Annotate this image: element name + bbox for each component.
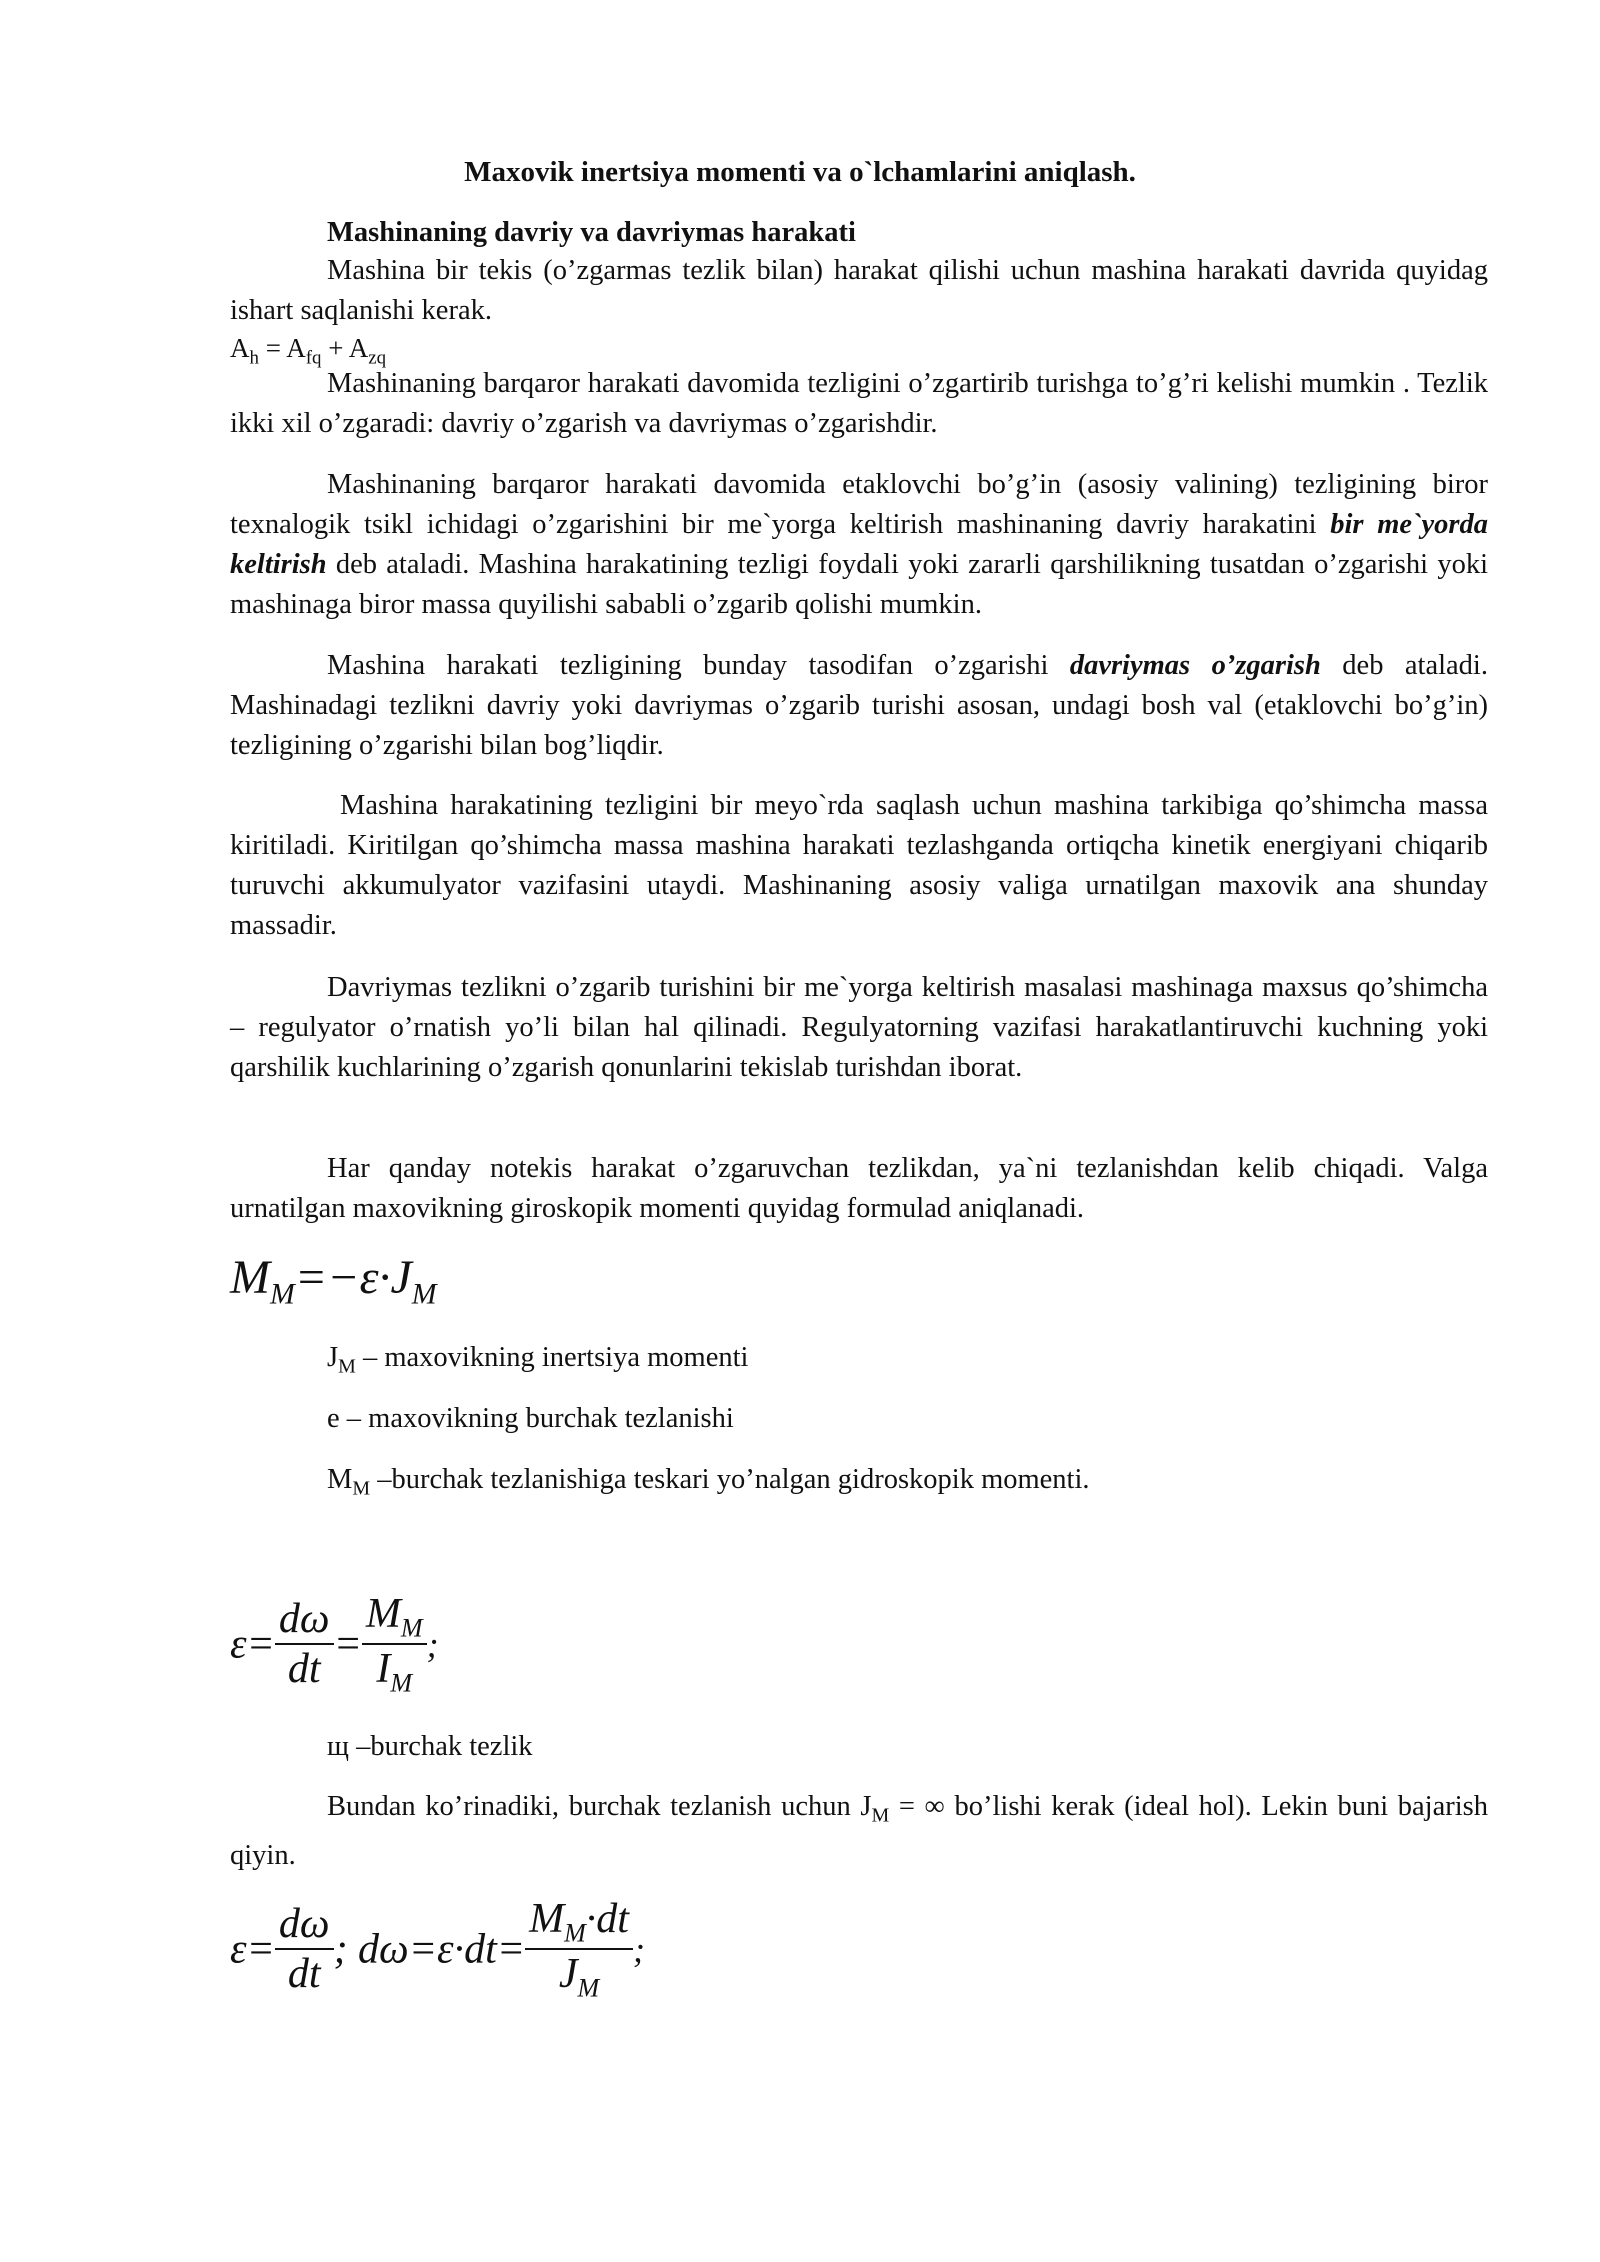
formula3-num2-m: M — [529, 1896, 565, 1942]
section-heading-block — [230, 213, 1488, 253]
formula2-fraction-1 — [275, 1595, 334, 1694]
formula1-j-sub: M — [411, 1277, 437, 1311]
formula3-den2 — [525, 1950, 633, 2003]
definition-mm-text: –burchak tezlanishiga teskari yo’nalgan gidroskopik momenti. — [370, 1464, 1090, 1495]
definition-omega — [327, 1727, 533, 1767]
eq-sub-h: h — [249, 347, 259, 369]
formula2-num2-m: M — [365, 1591, 401, 1637]
formula1-m-sub: M — [269, 1277, 295, 1311]
formula2-eq: = — [333, 1621, 362, 1668]
document-title: Maxovik inertsiya momenti va o`lchamlarini aniqlash. — [464, 156, 1136, 188]
definition-jm-sub: M — [338, 1355, 356, 1378]
eq-equals: = A — [258, 333, 306, 363]
definition-jm — [327, 1338, 748, 1387]
formula2-den2-sub: M — [390, 1668, 413, 1698]
formula3-fraction-1 — [275, 1900, 334, 1999]
formula3-den1: dt — [287, 1951, 321, 1998]
paragraph-8-part-a: Bundan ko’rinadiki, burchak tezlanish uchun J — [327, 1791, 872, 1822]
paragraph-1-text: Mashina bir tekis (o’zgarmas tezlik bilan) harakat qilishi uchun mashina harakati davrida quyidag ishart saqlanishi kerak. — [230, 255, 1488, 326]
formula1-rhs: =−ε·J — [294, 1251, 412, 1304]
paragraph-4 — [230, 646, 1488, 766]
formula2-num1: dω — [275, 1595, 334, 1645]
definition-jm-symbol: J — [327, 1342, 339, 1373]
formula3-num2-sub: M — [564, 1918, 586, 1948]
paragraph-3-part-b: deb ataladi. Mashina harakatining tezligi foydali yoki zararli qarshilikning tusatdan o’zgarishi yoki mashinaga biror massa quyilishi sababli o’zgarib qolishi mumkin. — [230, 549, 1488, 620]
formula3-fraction-2 — [525, 1895, 633, 2004]
definition-omega-text: щ –burchak tezlik — [327, 1731, 533, 1762]
paragraph-5-text: Mashina harakatining tezligini bir meyo`rda saqlash uchun mashina tarkibiga qo’shimcha massa kiritiladi. Kiritilgan qo’shimcha massa mashina harakati tezlashganda ortiqcha kinetik energiyani chiqarib turuvchi akkumulyator vazifasini utaydi. Mashinaning asosiy valiga urnatilgan maxovik ana shunday massadir. — [230, 790, 1488, 941]
formula-angular-acceleration — [230, 1590, 439, 1699]
formula2-den1: dt — [287, 1646, 321, 1693]
paragraph-2 — [230, 364, 1488, 444]
formula3-tail: ; — [632, 1929, 645, 1970]
formula-angular-velocity-differential — [230, 1895, 645, 2004]
eq-plus: + A — [321, 333, 369, 363]
formula3-mid: ; dω=ε·dt= — [333, 1926, 526, 1973]
paragraph-4-emphasis: davriymas o’zgarish — [1069, 650, 1321, 681]
section-heading: Mashinaning davriy va davriymas harakati — [327, 217, 856, 248]
definition-mm-symbol: M — [327, 1464, 353, 1495]
paragraph-1 — [230, 251, 1488, 331]
formula2-den2 — [362, 1645, 427, 1698]
paragraph-3-text — [230, 465, 1488, 625]
definition-jm-text: – maxovikning inertsiya momenti — [355, 1342, 749, 1373]
formula3-num2 — [525, 1895, 633, 1950]
formula2-num2 — [362, 1590, 427, 1645]
paragraph-6 — [230, 968, 1488, 1088]
paragraph-6-text: Davriymas tezlikni o’zgarib turishini bir me`yorga keltirish masalasi mashinaga maxsus qo’shimcha – regulyator o’rnatish yo’li bilan hal qilinadi. Regulyatorning vazifasi harakatlantiruvchi kuchning yoki qarshilik kuchlarining o’zgarish qonunlarini tekislab turishdan iborat. — [230, 972, 1488, 1083]
paragraph-3 — [230, 465, 1488, 625]
formula3-lhs: ε= — [230, 1926, 275, 1973]
formula3-num2-tail: ·dt — [585, 1896, 629, 1942]
formula3-num1: dω — [275, 1900, 334, 1950]
paragraph-8-sub: M — [871, 1804, 890, 1827]
paragraph-2-text: Mashinaning barqaror harakati davomida tezligini o’zgartirib turishga to’g’ri kelishi mumkin . Tezlik ikki xil o’zgaradi: davriy o’zgarish va davriymas o’zgarishdir. — [230, 368, 1488, 439]
paragraph-7 — [230, 1149, 1488, 1229]
eq-a: A — [230, 333, 250, 363]
formula2-fraction-2 — [362, 1590, 427, 1699]
formula-gyroscopic-moment — [230, 1248, 437, 1325]
definition-e-text: e – maxovikning burchak tezlanishi — [327, 1403, 734, 1434]
paragraph-8 — [230, 1787, 1488, 1876]
formula2-den2-i: I — [376, 1646, 391, 1693]
eq-sub-zq: zq — [368, 347, 387, 369]
formula2-num2-sub: M — [400, 1613, 423, 1643]
formula3-den2-sub: M — [577, 1973, 600, 2003]
paragraph-4-text — [230, 646, 1488, 766]
definition-mm-sub: M — [352, 1477, 371, 1500]
formula2-lhs: ε= — [230, 1621, 275, 1668]
definition-mm — [327, 1460, 1090, 1509]
definition-e — [327, 1399, 734, 1439]
formula1-m: M — [230, 1251, 270, 1304]
eq-sub-fq: fq — [305, 347, 322, 369]
paragraph-4-part-b: deb ataladi. Mashinadagi tezlikni davriy yoki davriymas o’zgarib turishi asosan, undagi bosh val (etaklovchi bo’g’in) tezligining o’zgarishi bilan bog’liqdir. — [230, 650, 1488, 761]
paragraph-3-emphasis: bir me`yorda keltirish — [230, 509, 1489, 580]
paragraph-4-part-a: Mashina harakati tezligining bunday tasodifan o’zgarishi — [327, 650, 1070, 681]
paragraph-8-text — [230, 1787, 1488, 1876]
formula2-tail: ; — [426, 1624, 439, 1665]
paragraph-5 — [230, 786, 1488, 946]
paragraph-3-part-a: Mashinaning barqaror harakati davomida etaklovchi bo’g’in (asosiy valining) tezligining biror texnalogik tsikl ichidagi o’zgarishini bir me`yorga keltirish mashinaning davriy harakatini — [230, 469, 1488, 540]
paragraph-8-part-b: = ∞ bo’lishi kerak (ideal hol). Lekin buni bajarish qiyin. — [230, 1791, 1488, 1871]
paragraph-7-text: Har qanday notekis harakat o’zgaruvchan tezlikdan, ya`ni tezlanishdan kelib chiqadi. Valga urnatilgan maxovikning giroskopik momenti quyidag formulad aniqlanadi. — [230, 1153, 1488, 1224]
formula3-den2-j: J — [558, 1951, 578, 1998]
